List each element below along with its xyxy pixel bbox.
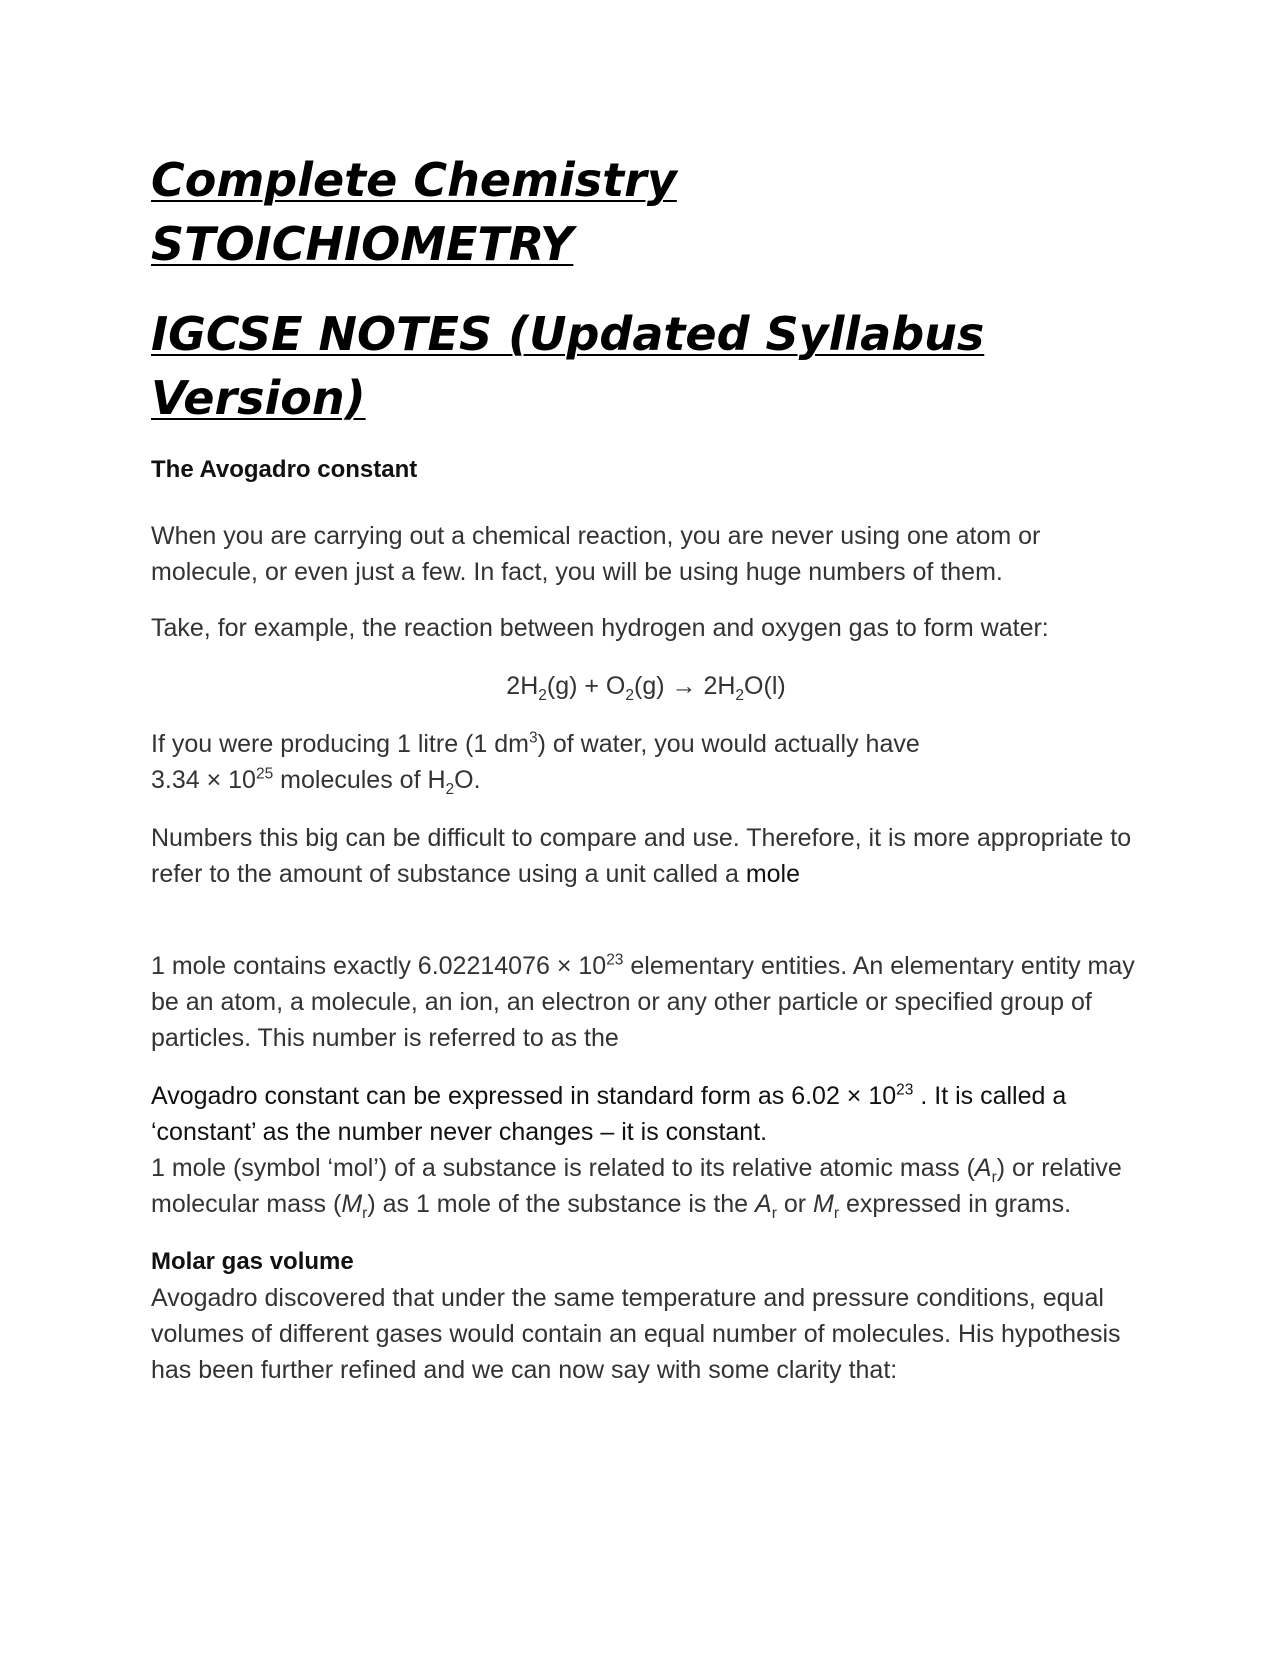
document-page — [151, 148, 1141, 1388]
paragraph-reaction-intro: When you are carrying out a chemical reaction, you are never using one atom or molecule, or even just a few. In fact, you will be using huge numbers of them. — [151, 522, 1041, 586]
subtitle-line-2: Version) — [151, 371, 366, 425]
paragraph-example: Take, for example, the reaction between hydrogen and oxygen gas to form water: — [151, 614, 1049, 642]
heading-avogadro-constant: The Avogadro constant — [151, 456, 418, 483]
heading-molar-gas-volume: Molar gas volume — [151, 1248, 354, 1275]
document-subtitle — [151, 302, 1141, 430]
subtitle-line-1: IGCSE NOTES (Updated Syllabus — [151, 307, 985, 361]
paragraph-mole-unit: Numbers this big can be difficult to compare and use. Therefore, it is more appropriate to refer to the amount of substance using a unit called a mole — [151, 824, 1132, 888]
paragraph-relative-mass: 1 mole (symbol ‘mol’) of a substance is related to its relative atomic mass $(A_r)$ or relative molecular mass $(M_r)$ as 1 mole of the substance is the $A_r$ or $M_r$ expressed in grams. — [151, 1154, 1122, 1222]
paragraph-litre-of-water: If you were producing 1 litre (1 $dm^3$) of water, you would actually have $3.34 \times 10^{25}$ molecules of $H_2O$. — [151, 729, 920, 798]
title-line-2: STOICHIOMETRY — [151, 217, 574, 271]
document-title — [151, 148, 1141, 276]
chemical-equation: $2H_2(g) + O_2(g) \to 2H_2O(l)$ — [506, 672, 786, 704]
title-line-1: Complete Chemistry — [151, 153, 677, 207]
term-mole: mole — [745, 860, 800, 888]
paragraph-avogadro-standard-form: Avogadro constant can be expressed in standard form as $6.02 \times 10^{23}$ . It is called a ‘constant’ as the number never changes – it is constant. — [151, 1081, 1067, 1146]
paragraph-avogadro-hypothesis: Avogadro discovered that under the same temperature and pressure conditions, equal volumes of different gases would contain an equal number of molecules. His hypothesis has been further refined and we can now say with some clarity that: — [151, 1284, 1121, 1384]
paragraph-mole-definition: 1 mole contains exactly $6.02214076 \times 10^{23}$ elementary entities. An elementary entity may be an atom, a molecule, an ion, an electron or any other particle or specified group of particles. This number is referred to as the — [151, 951, 1135, 1052]
